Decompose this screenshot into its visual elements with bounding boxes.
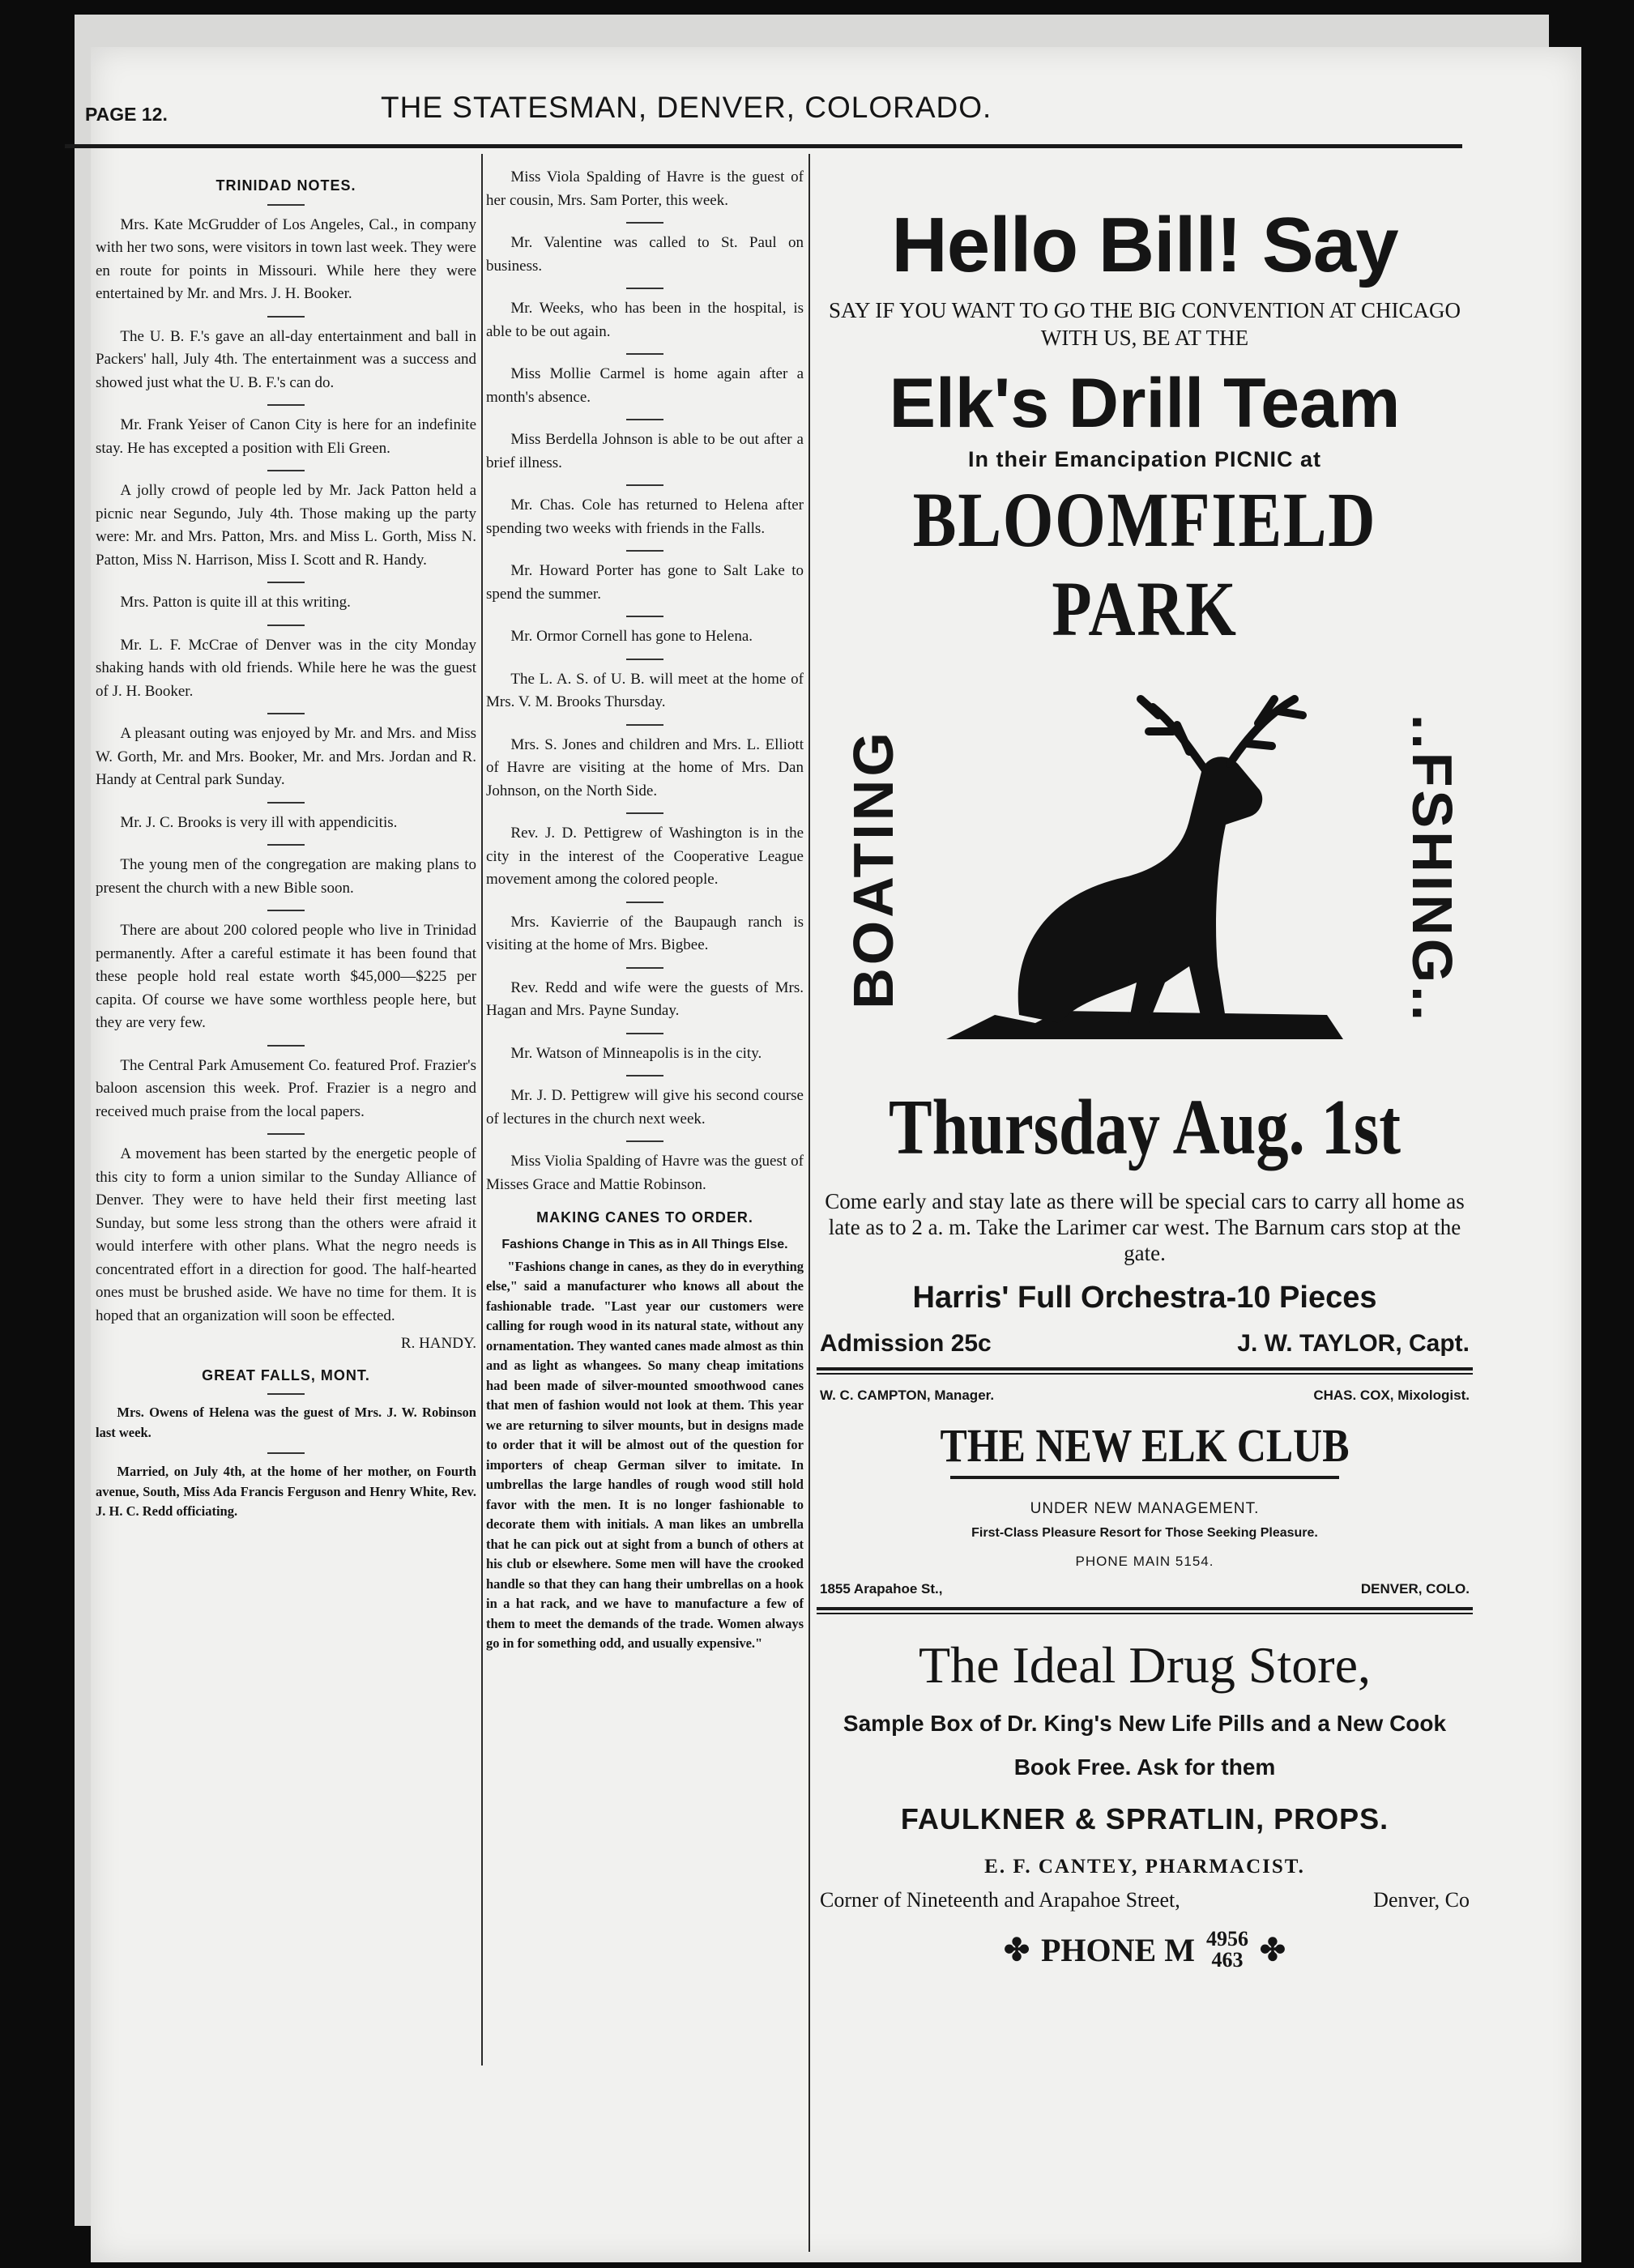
divider	[267, 1452, 305, 1454]
drug-store-name: The Ideal Drug Store,	[918, 1636, 1372, 1694]
club-phone: PHONE MAIN 5154.	[1075, 1554, 1214, 1569]
news-item: Miss Berdella Johnson is able to be out after a brief illness.	[486, 431, 804, 471]
news-item: Mr. Watson of Minneapolis is in the city.	[510, 1044, 762, 1062]
divider	[267, 204, 305, 206]
ad-admission: Admission 25c	[820, 1330, 992, 1357]
drug-store-phone-numbers	[1206, 1929, 1248, 1971]
ad-transport-note: Come early and stay late as there will be special cars to carry all home as late as to 2 a. m. Take the Larimer car west. The Barnum cars stop at the gate.	[825, 1189, 1465, 1265]
club-name: THE NEW ELK CLUB	[940, 1419, 1350, 1472]
news-item: Mr. Howard Porter has gone to Salt Lake to spend the summer.	[486, 562, 804, 603]
section-heading-canes: MAKING CANES TO ORDER.	[536, 1209, 753, 1226]
news-item: Mrs. Patton is quite ill at this writing.	[120, 594, 351, 611]
fleuron-left-icon: ✤	[1004, 1933, 1030, 1967]
news-item: Mrs. S. Jones and children and Mrs. L. Elliott of Havre are visiting at the home of Mrs. Dan Johnson, on the North Side.	[486, 735, 804, 799]
club-mixologist: CHAS. COX, Mixologist.	[1313, 1388, 1470, 1403]
ad-elk-illustration-area	[817, 659, 1473, 1080]
news-item: The Central Park Amusement Co. featured Prof. Frazier's baloon ascension this week. Prof. Frazier is a negro and received much praise from the local papers.	[96, 1056, 476, 1120]
ad-captain: J. W. TAYLOR, Capt.	[1237, 1330, 1470, 1357]
fleuron-right-icon: ✤	[1259, 1933, 1286, 1967]
ad-convention-line: SAY IF YOU WANT TO GO THE BIG CONVENTION AT CHICAGO WITH US, BE AT THE	[828, 298, 1461, 350]
ad-event-date: Thursday Aug. 1st	[889, 1084, 1401, 1171]
column-great-falls-continued	[486, 166, 804, 1664]
club-management: UNDER NEW MANAGEMENT.	[1030, 1500, 1260, 1517]
news-item: A pleasant outing was enjoyed by Mr. and Mrs. and Miss W. Gorth, Mr. and Mrs. Booker, Mr. and Mrs. Jordan and R. Handy at Central park Sunday.	[96, 725, 476, 788]
news-item: Mr. Valentine was called to St. Paul on business.	[486, 234, 804, 275]
divider	[626, 812, 663, 814]
news-item: The L. A. S. of U. B. will meet at the home of Mrs. V. M. Brooks Thursday.	[486, 670, 804, 710]
divider	[267, 582, 305, 583]
divider	[626, 353, 663, 355]
ad-admission-row	[817, 1330, 1473, 1358]
divider	[626, 222, 663, 224]
newspaper-title: THE STATESMAN, DENVER, COLORADO.	[381, 91, 992, 124]
ad-orchestra: Harris' Full Orchestra-10 Pieces	[912, 1281, 1377, 1315]
column-trinidad-notes	[96, 166, 476, 1532]
news-item: Miss Violia Spalding of Havre was the guest of Misses Grace and Mattie Robinson.	[486, 1153, 804, 1193]
divider	[267, 713, 305, 714]
news-item: Mrs. Kavierrie of the Baupaugh ranch is visiting at the home of Mrs. Bigbee.	[486, 913, 804, 953]
news-item: The young men of the congregation are making plans to present the church with a new Bible soon.	[96, 856, 476, 897]
section-heading-trinidad: TRINIDAD NOTES.	[215, 177, 356, 194]
ad-divider	[817, 1607, 1473, 1614]
news-item: Mr. Ormor Cornell has gone to Helena.	[510, 628, 753, 645]
ad-picnic-line: In their Emancipation PICNIC at	[967, 447, 1322, 471]
ad-boating-vertical: BOATING	[842, 729, 905, 1009]
news-item: The U. B. F.'s gave an all-day entertainment and ball in Packers' hall, July 4th. The entertainment was a success and showed just what the U. B. F.'s can do.	[96, 327, 476, 391]
divider	[267, 625, 305, 626]
news-item: Miss Mollie Carmel is home again after a month's absence.	[486, 365, 804, 406]
divider	[626, 967, 663, 969]
ad-drill-team: Elk's Drill Team	[889, 364, 1401, 442]
divider	[267, 844, 305, 846]
club-city: DENVER, COLO.	[1360, 1581, 1470, 1597]
club-resort-line: First-Class Pleasure Resort for Those Seeking Pleasure.	[971, 1526, 1318, 1540]
news-item: Mr. Frank Yeiser of Canon City is here for an indefinite stay. He has excepted a position with Eli Green.	[96, 416, 476, 457]
author-signature: R. HANDY.	[400, 1335, 476, 1352]
article-body: "Fashions change in canes, as they do in everything else," said a manufacturer who knows all about the fashionable trade. "Last year our customers were calling for rough wood in its natural state, without any ornamentation. They wanted canes made almost as thin and as light as whangees. So many cheap imitations had been made of silver-mounted smoothwood canes that men of fashion would not look at them. This year we are returning to silver mounts, but in designs made to order that it will be almost out of the question for importers of cheap German silver to imitate. In umbrellas the large handles of rough wood still hold favor with the men. It is no longer fashionable to decorate them with initials. A man likes an umbrella that he can pick out at sight from a bunch of others at his club or elsewhere. Some men will have the crooked handle so that they can hang their umbrellas on a hook in a hat rack, and we have to manufacture a few of them to meet the demands of the trade. Women always go in for something odd, and usually expensive."	[486, 1258, 804, 1651]
drug-store-corner: Corner of Nineteenth and Arapahoe Street,	[820, 1888, 1180, 1912]
ad-fishing-vertical: ..FSHING..	[1401, 714, 1464, 1025]
news-item: A movement has been started by the energetic people of this city to form a union similar to the Sunday Alliance of Denver. They were to have held their first meeting last Sunday, but some less strong than the others were afraid it would interfere with other plans. What the negro needs is concentrated effort in a direction for good. The half-hearted ones must be brushed aside. We have no time for them. It is hoped that an organization will soon be effected.	[96, 1145, 476, 1324]
drug-store-phone	[817, 1929, 1473, 1971]
club-staff-row	[817, 1388, 1473, 1404]
news-item: A jolly crowd of people led by Mr. Jack Patton held a picnic near Segundo, July 4th. Those making up the party were: Mr. and Mrs. Patton, Mrs. and Miss L. Gorth, Miss N. Patton, Miss N. Harrison, Miss I. Scott and R. Handy.	[96, 482, 476, 569]
divider	[267, 404, 305, 406]
divider	[267, 910, 305, 911]
masthead-rule	[65, 144, 1462, 148]
divider	[626, 288, 663, 289]
divider	[626, 724, 663, 726]
divider	[267, 802, 305, 804]
drug-store-city: Denver, Co	[1373, 1888, 1470, 1912]
phone-number-1: 4956	[1205, 1927, 1248, 1950]
news-item: Mr. Chas. Cole has returned to Helena after spending two weeks with friends in the Falls.	[486, 497, 804, 537]
masthead	[85, 87, 1462, 136]
divider	[626, 1075, 663, 1076]
drug-store-phone-label: PHONE M	[1041, 1931, 1195, 1968]
drug-store-props: FAULKNER & SPRATLIN, PROPS.	[900, 1802, 1389, 1835]
divider	[267, 316, 305, 318]
news-item: Mr. J. D. Pettigrew will give his second course of lectures in the church next week.	[486, 1087, 804, 1128]
divider	[267, 1393, 305, 1395]
divider	[626, 616, 663, 617]
column-divider-1	[481, 154, 483, 2066]
phone-number-2: 463	[1211, 1948, 1244, 1972]
club-name-underline	[950, 1476, 1339, 1479]
drug-store-address-row	[817, 1888, 1473, 1912]
divider	[626, 659, 663, 660]
divider	[267, 470, 305, 471]
divider	[626, 550, 663, 552]
ad-headline-hello: Hello Bill! Say	[891, 202, 1398, 288]
advertisement-column	[817, 196, 1473, 1971]
news-item: Rev. Redd and wife were the guests of Mrs. Hagan and Mrs. Payne Sunday.	[486, 978, 804, 1019]
divider	[267, 1133, 305, 1135]
club-address-row	[817, 1581, 1473, 1597]
ad-divider	[817, 1367, 1473, 1375]
article-subhead: Fashions Change in This as in All Things Else.	[501, 1237, 788, 1251]
club-address: 1855 Arapahoe St.,	[820, 1581, 943, 1597]
drug-store-offer: Sample Box of Dr. King's New Life Pills and a New Cook Book Free. Ask for them	[843, 1711, 1447, 1780]
divider	[626, 484, 663, 486]
news-item: Mr. Weeks, who has been in the hospital, is able to be out again.	[486, 300, 804, 340]
drug-store-pharmacist: E. F. CANTEY, PHARMACIST.	[984, 1856, 1305, 1878]
ad-park-name: BLOOMFIELD PARK	[912, 476, 1377, 652]
divider	[267, 1045, 305, 1047]
news-item: Miss Viola Spalding of Havre is the guest of her cousin, Mrs. Sam Porter, this week.	[486, 168, 804, 209]
divider	[626, 419, 663, 420]
news-item: Married, on July 4th, at the home of her mother, on Fourth avenue, South, Miss Ada Francis Ferguson and Henry White, Rev. J. H. C. Redd officiating.	[96, 1464, 476, 1519]
news-item: Mrs. Owens of Helena was the guest of Mrs. J. W. Robinson last week.	[96, 1405, 476, 1440]
news-item: Mr. J. C. Brooks is very ill with appendicitis.	[120, 813, 398, 831]
divider	[626, 1140, 663, 1142]
news-item: Mr. L. F. McCrae of Denver was in the city Monday shaking hands with old friends. While here he was the guest of J. H. Booker.	[96, 636, 476, 700]
page-number: PAGE 12.	[85, 104, 168, 125]
divider	[626, 902, 663, 903]
news-item: Rev. J. D. Pettigrew of Washington is in the city in the interest of the Cooperative League movement among the colored people.	[486, 825, 804, 888]
divider	[626, 1033, 663, 1034]
column-divider-2	[808, 154, 810, 2252]
news-item: Mrs. Kate McGrudder of Los Angeles, Cal., in company with her two sons, were visitors in town last week. They were en route for points in Missouri. While here they were entertained by Mr. and Mrs. J. H. Booker.	[96, 215, 476, 302]
club-manager: W. C. CAMPTON, Manager.	[820, 1388, 995, 1403]
section-heading-great-falls: GREAT FALLS, MONT.	[202, 1366, 370, 1383]
news-item: There are about 200 colored people who live in Trinidad permanently. After a careful estimate it has been found that these people hold real estate worth $45,000—$225 per capita. Of course we have some worthless people here, but they are very few.	[96, 922, 476, 1031]
elk-illustration	[946, 675, 1343, 1055]
